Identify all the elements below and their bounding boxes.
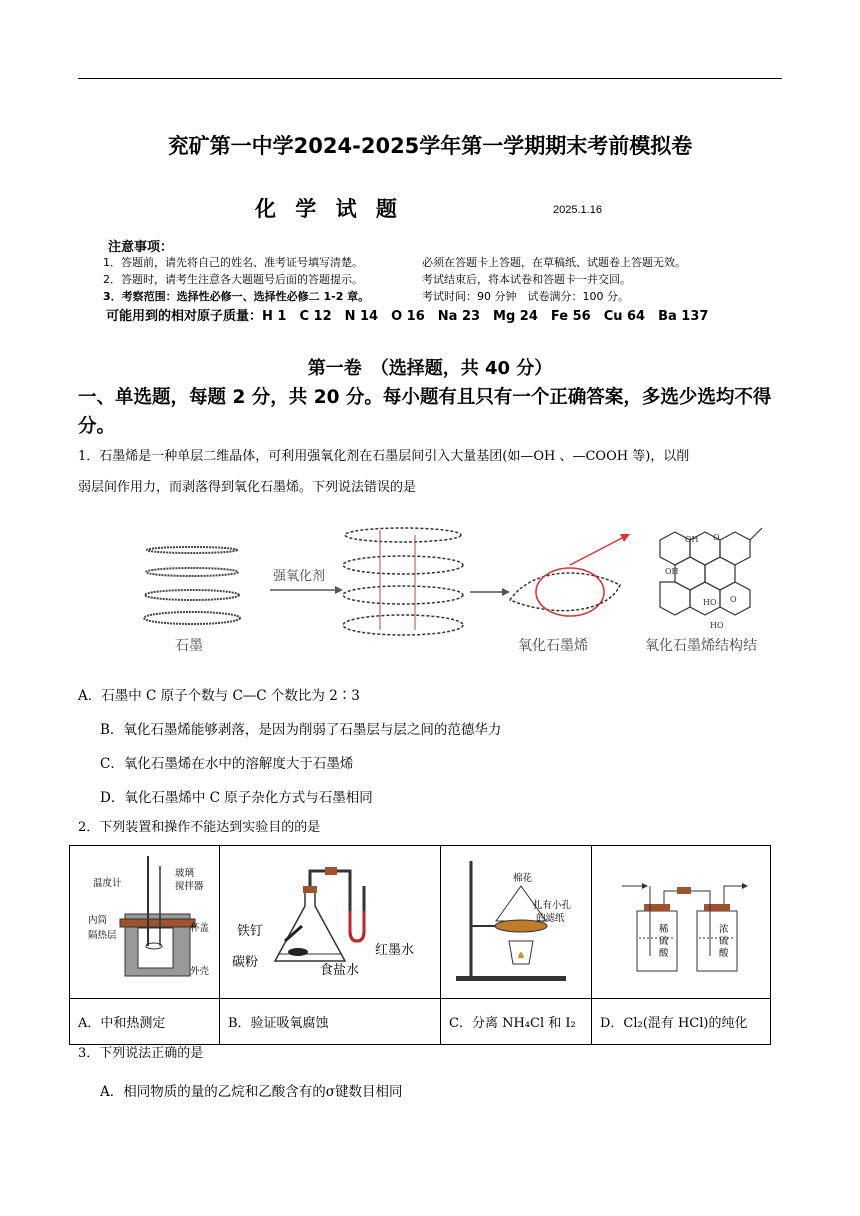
apparatus-a-cell [70,846,220,999]
a-label: 隔热层 [88,930,117,941]
q2-stem: 2．下列装置和操作不能达到实验目的的是 [78,820,321,835]
notice-item: 1．答题前，请先将自己的姓名、准考证号填写清楚。 [103,256,363,269]
notice-item: 3．考察范围：选择性必修一、选择性必修二 1-2 章。 [103,290,370,303]
graphite-label: 石墨 [175,638,203,654]
atomic-masses: 可能用到的相对原子质量：H 1 C 12 N 14 O 16 Na 23 Mg 24 Fe 56 Cu 64 Ba 137 [106,309,709,324]
d-label: 硫 [719,936,729,947]
notices-heading: 注意事项： [108,240,174,255]
apparatus-table [69,845,771,1045]
a-label: 内筒 [88,915,108,926]
apparatus-b-cell [220,846,441,999]
a-label: 搅拌器 [175,881,204,892]
q1-option-a: A．石墨中 C 原子个数与 C—C 个数比为 2∶3 [78,688,360,704]
corrosion-flask-icon [220,846,440,994]
gas-washing-icon [592,846,770,994]
group-label: OH [685,535,699,544]
exam-date: 2025.1.16 [553,204,602,216]
c-label: 扎有小孔 [533,900,572,911]
d-label: 酸 [659,948,669,959]
b-label: 碳粉 [232,955,259,970]
graphene-oxide-sheet-icon [510,568,620,616]
c-label: 棉花 [513,873,533,884]
q1-stem-line2: 弱层间作用力，而剥落得到氧化石墨烯。下列说法错误的是 [78,480,417,495]
q3-stem: 3．下列说法正确的是 [78,1046,204,1061]
sublimation-icon [441,846,591,994]
a-label: 温度计 [93,878,122,889]
oxidant-label: 强氧化剂 [273,569,326,584]
exam-title: 兖矿第一中学2024-2025学年第一学期期末考前模拟卷 [167,134,693,158]
group-label: OH [665,567,679,576]
oxidized-layers-icon [343,528,463,635]
q1-option-d: D．氧化石墨烯中 C 原子杂化方式与石墨相同 [100,790,373,806]
notice-item-right: 考试时间：90 分钟 试卷满分：100 分。 [422,290,629,303]
d-label: 硫 [659,936,669,947]
apparatus-d-cell [592,846,771,999]
subject-title: 化 学 试 题 [255,197,403,221]
caption-c: C．分离 NH₄Cl 和 I₂ [441,999,592,1045]
part-title: 第一卷 （选择题，共 40 分） [307,358,553,379]
calorimeter-icon [70,846,219,994]
q1-option-c: C．氧化石墨烯在水中的溶解度大于石墨烯 [100,756,354,772]
q1-option-b: B．氧化石墨烯能够剥落，是因为削弱了石墨层与层之间的范德华力 [100,722,502,738]
group-label: HO [703,598,717,607]
caption-a: A．中和热测定 [70,999,220,1045]
group-label: O [713,533,720,542]
b-label: 铁钉 [237,924,264,939]
graphene-oxide-figure [140,510,780,660]
group-label: HO [710,621,724,630]
section-heading: 一、单选题，每题 2 分，共 20 分。每小题有且只有一个正确答案，多选少选均不得分。 [78,387,772,437]
group-label: O [730,595,737,604]
graphite-layers-icon [144,547,240,624]
header-rule [78,78,782,79]
notice-item: 2．答题时，请考生注意各大题题号后面的答题提示。 [103,273,363,286]
notice-item-right: 必须在答题卡上答题，在草稿纸、试题卷上答题无效。 [422,256,686,269]
caption-d: D．Cl₂(混有 HCl)的纯化 [592,999,771,1045]
q3-option-a: A．相同物质的量的乙烷和乙酸含有的σ键数目相同 [100,1084,403,1100]
b-label: 红墨水 [375,943,415,958]
caption-b: B．验证吸氧腐蚀 [220,999,441,1045]
structure-label: 氧化石墨烯结构结 [645,638,757,654]
b-label: 食盐水 [320,963,360,978]
notice-item-right: 考试结束后，将本试卷和答题卡一并交回。 [422,273,631,286]
apparatus-c-cell [441,846,592,999]
d-label: 稀 [659,924,669,935]
c-label: 的滤纸 [536,913,565,924]
d-label: 浓 [719,924,729,935]
q1-stem-line1: 1．石墨烯是一种单层二维晶体，可利用强氧化剂在石墨层间引入大量基团(如—OH 、—COOH 等)，以削 [78,449,690,464]
go-label: 氧化石墨烯 [518,638,588,654]
d-label: 酸 [719,948,729,959]
a-label: 玻璃 [175,868,195,879]
a-label: 杯盖 [190,923,210,934]
a-label: 外壳 [190,966,210,977]
